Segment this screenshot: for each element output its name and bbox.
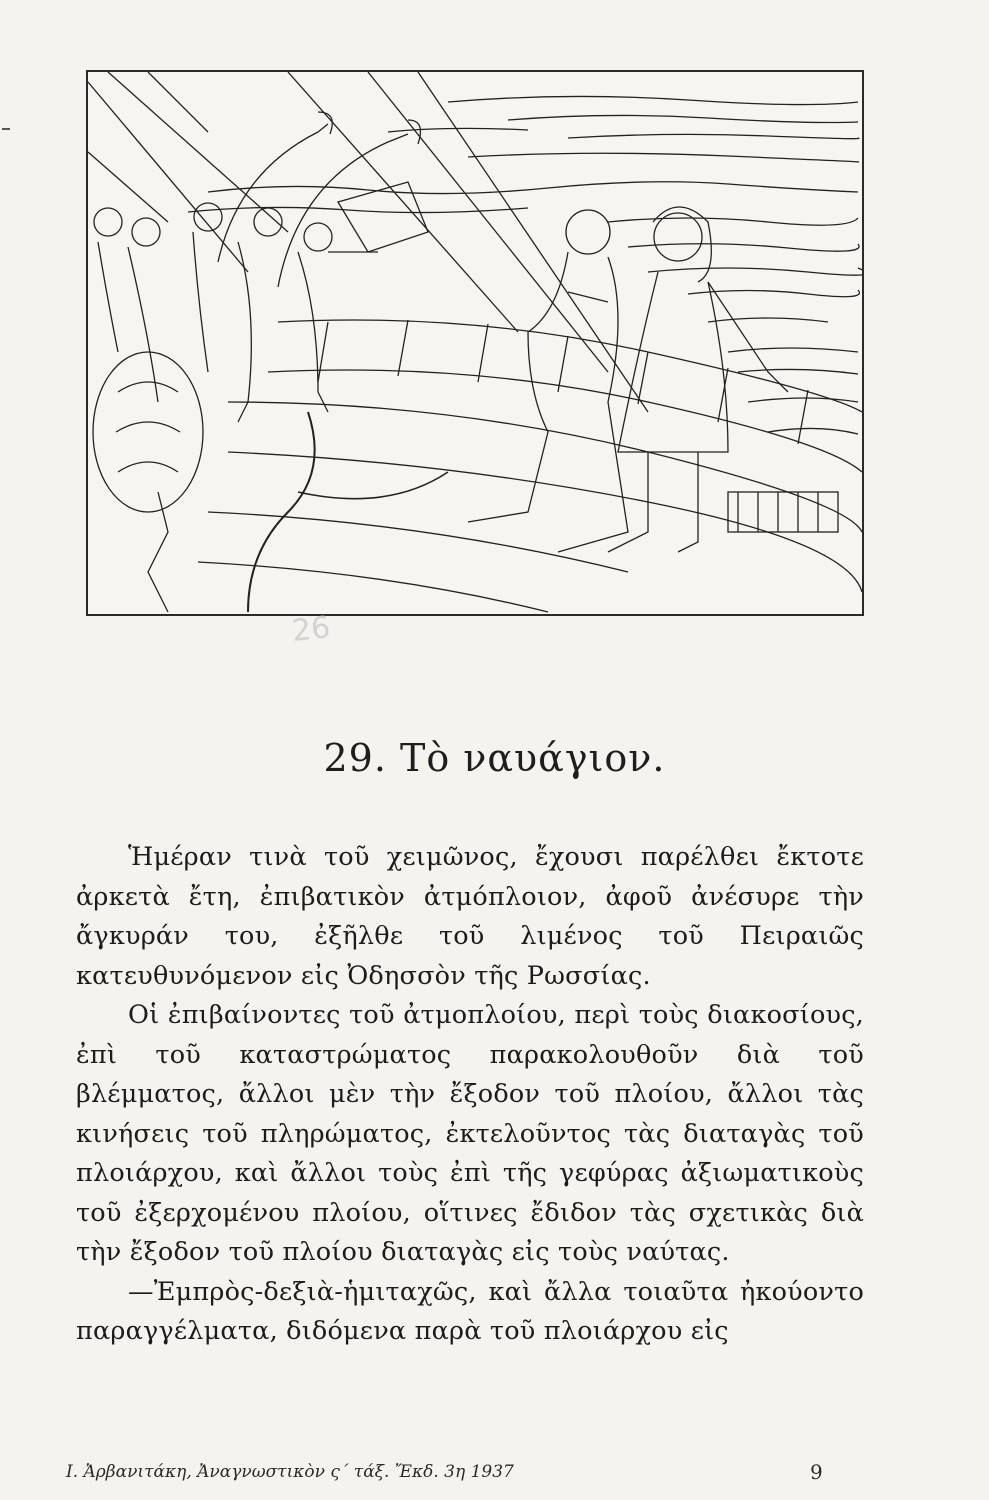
margin-mark	[2, 128, 10, 130]
ship-deck-illustration	[86, 70, 864, 616]
paragraph: —Ἐμπρὸς-δεξιὰ-ἡμιταχῶς, καὶ ἄλλα τοιαῦτα ἠκούοντο παραγγέλματα, διδόμενα παρὰ τοῦ πλοιάρχου εἰς	[76, 1276, 864, 1346]
chapter-body	[76, 838, 864, 1352]
page-number: 9	[810, 1460, 823, 1484]
pencil-page-mark: 26	[290, 610, 332, 649]
paragraph: Οἱ ἐπιβαίνοντες τοῦ ἀτμοπλοίου, περὶ τοὺς διακοσίους, ἐπὶ τοῦ καταστρώματος παρακολουθοῦν διὰ τοῦ βλέμματος, ἄλλοι μὲν τὴν ἔξοδον τοῦ πλοίου, ἄλλοι τὰς κινήσεις τοῦ πληρώματος, ἐκτελοῦντος τὰς διαταγὰς τοῦ πλοιάρχου, καὶ ἄλλοι τοὺς ἐπὶ τῆς γεφύρας ἀξιωματικοὺς τοῦ ἐξερχομένου πλοίου, οἵτινες ἔδιδον τὰς σχετικὰς διὰ τὴν ἔξοδον τοῦ πλοίου διαταγὰς εἰς τοὺς ναύτας.	[76, 1000, 864, 1267]
paragraph: Ἡμέραν τινὰ τοῦ χειμῶνος, ἔχουσι παρέλθει ἔκτοτε ἀρκετὰ ἔτη, ἐπιβατικὸν ἀτμόπλοιον, ἀφοῦ ἀνέσυρε τὴν ἄγκυράν του, ἐξῆλθε τοῦ λιμένος τοῦ Πειραιῶς κατευθυνόμενον εἰς Ὀδησσὸν τῆς Ρωσσίας.	[76, 842, 864, 991]
chapter-title: 29. Τὸ ναυάγιον.	[323, 736, 666, 780]
footer-citation: Ι. Ἀρβανιτάκη, Ἀναγνωστικὸν ς΄ τάξ. Ἔκδ. 3η 1937	[66, 1462, 514, 1482]
illustration-drawing	[88, 72, 862, 614]
